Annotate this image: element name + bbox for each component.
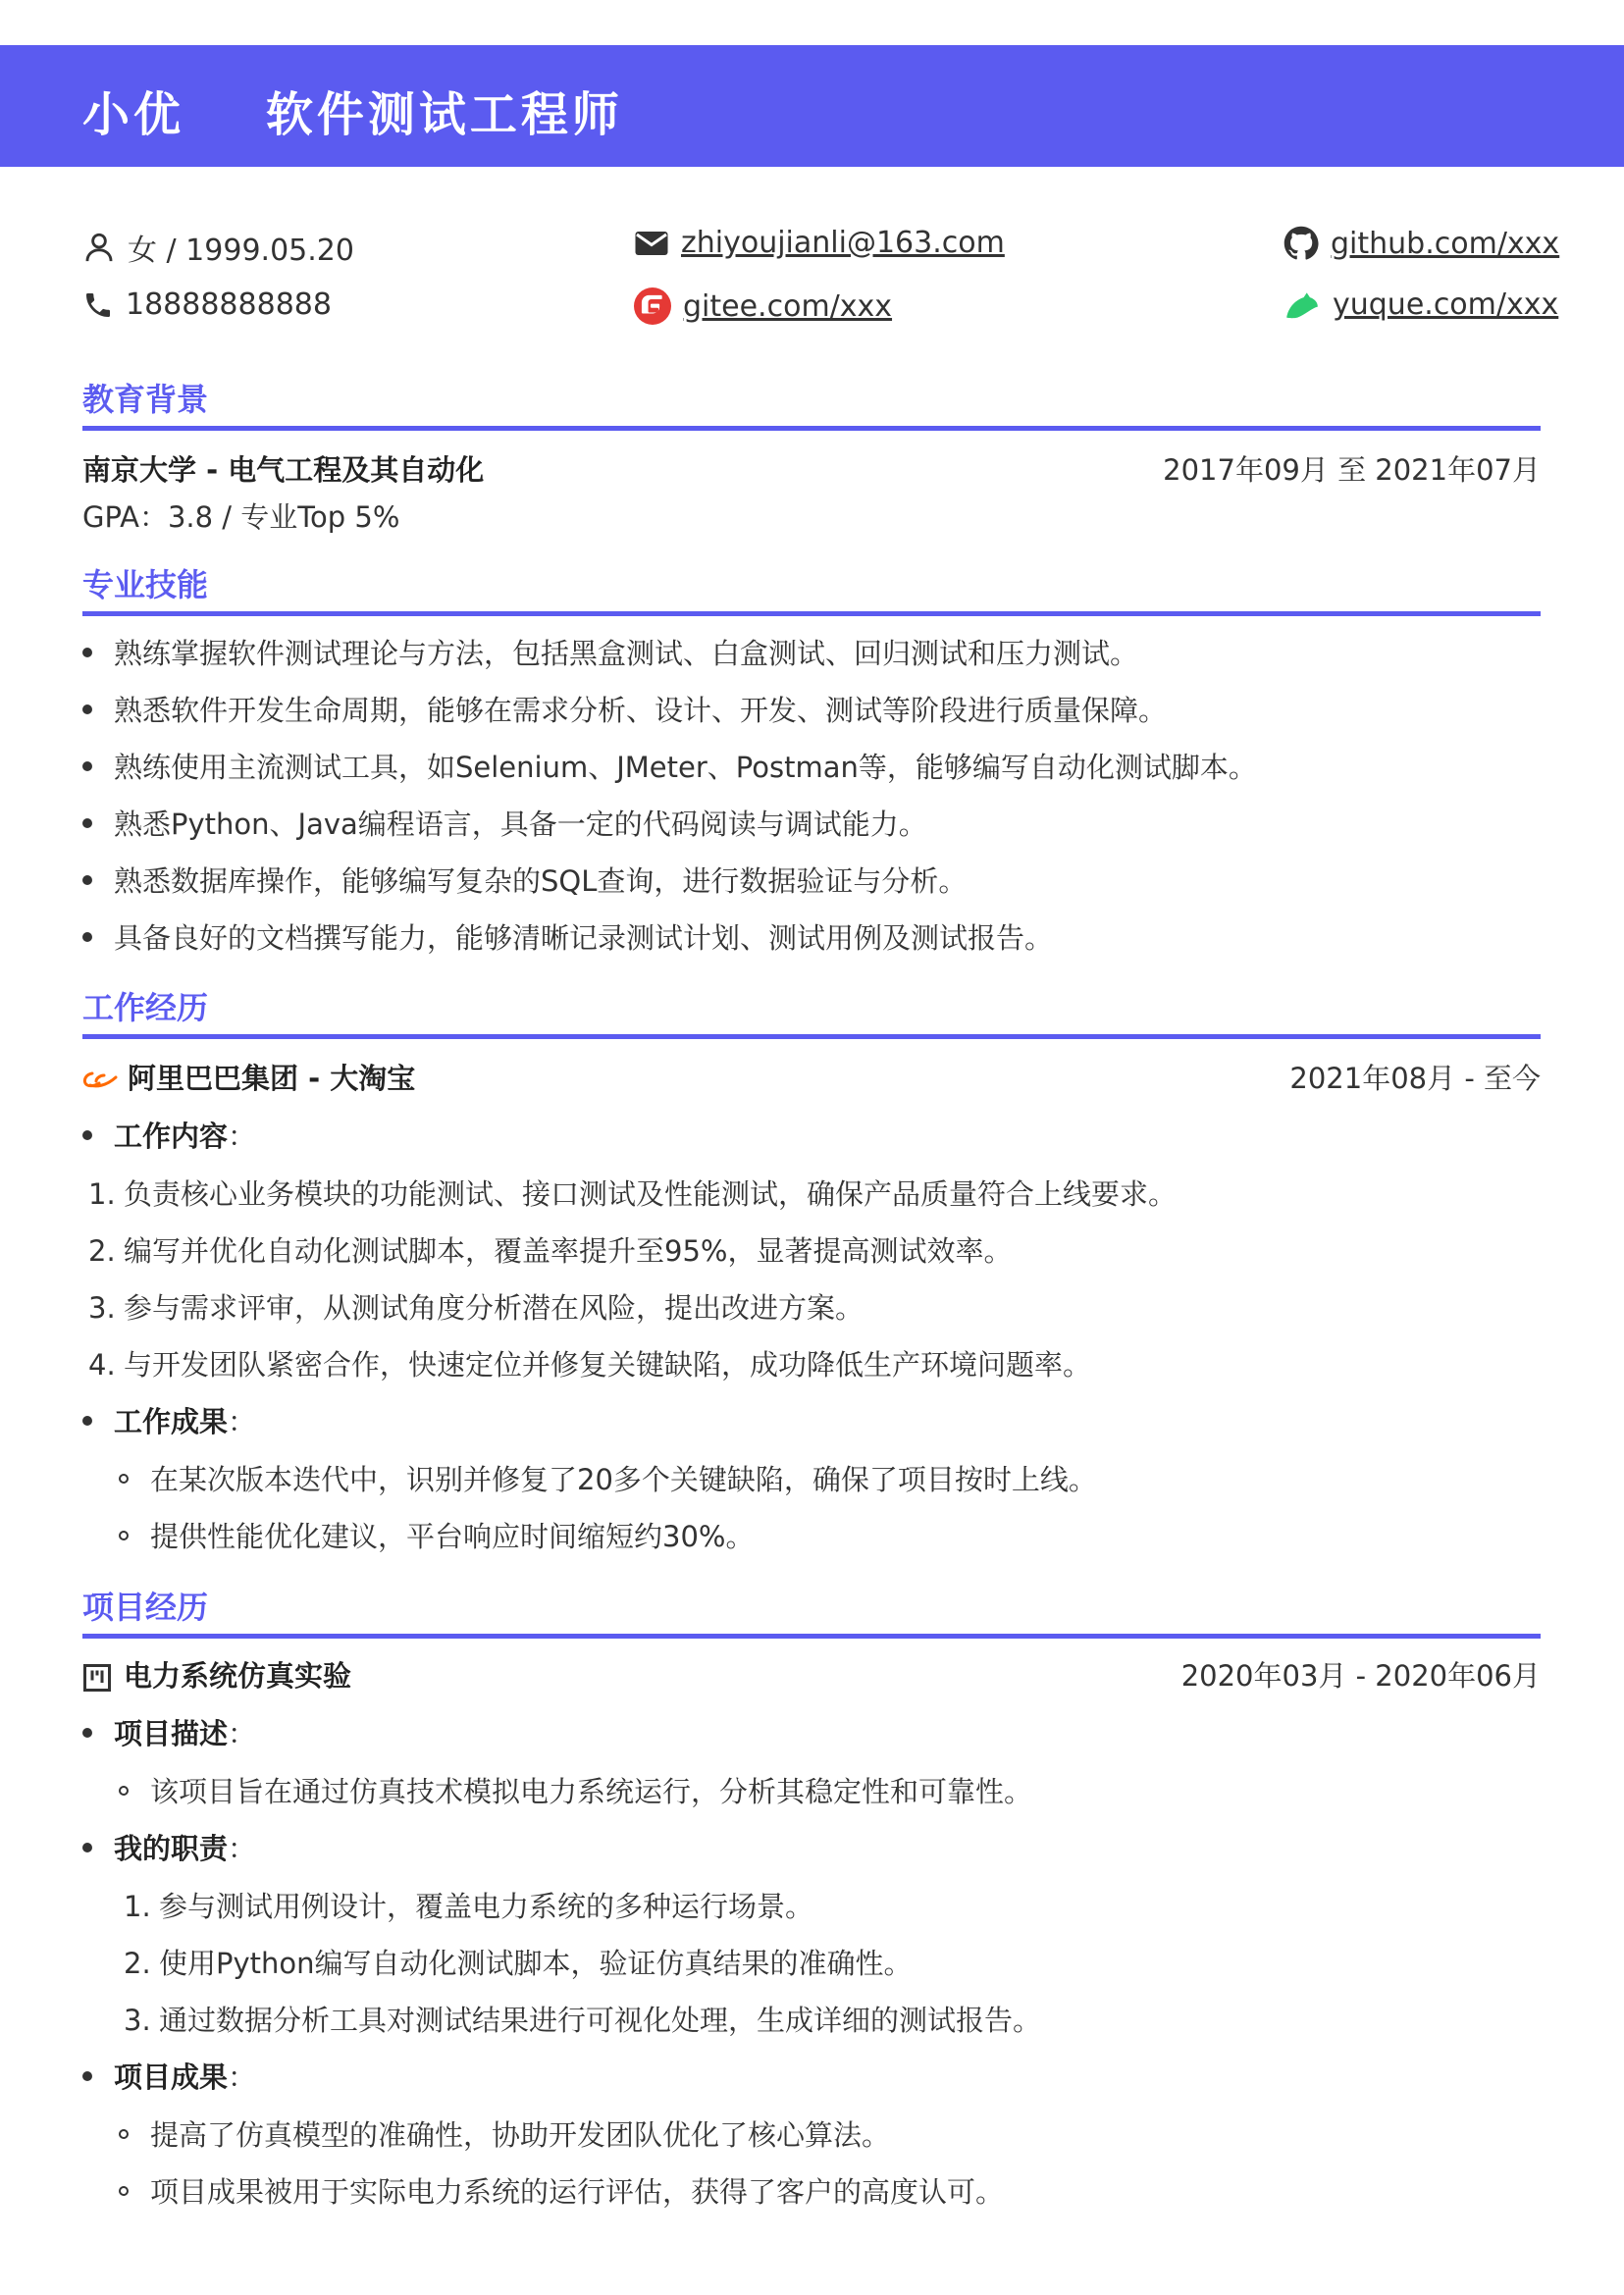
list-item: 熟悉软件开发生命周期，能够在需求分析、设计、开发、测试等阶段进行质量保障。 — [82, 689, 1167, 729]
list-item: 熟练掌握软件测试理论与方法，包括黑盒测试、白盒测试、回归测试和压力测试。 — [82, 632, 1138, 672]
contact-yuque[interactable] — [1283, 287, 1558, 322]
education-section-title: 教育背景 — [82, 375, 1541, 431]
list-item: 熟悉Python、Java编程语言，具备一定的代码阅读与调试能力。 — [82, 803, 927, 843]
list-item: 提供性能优化建议，平台响应时间缩短约30%。 — [119, 1515, 754, 1555]
list-item: 4. 与开发团队紧密合作，快速定位并修复关键缺陷，成功降低生产环境问题率。 — [88, 1348, 1092, 1382]
work-company-row — [82, 1057, 1541, 1097]
phone-text: 18888888888 — [126, 287, 332, 322]
list-item: 1. 负责核心业务模块的功能测试、接口测试及性能测试，确保产品质量符合上线要求。 — [88, 1177, 1178, 1211]
yuque-icon — [1283, 288, 1321, 322]
kanban-icon — [82, 1663, 112, 1693]
mail-icon — [634, 229, 669, 258]
phone-icon — [82, 289, 114, 321]
list-item: 在某次版本迭代中，识别并修复了20多个关键缺陷，确保了项目按时上线。 — [119, 1458, 1097, 1498]
gitee-link[interactable]: gitee.com/xxx — [683, 288, 893, 324]
user-icon — [82, 231, 116, 264]
list-item: 熟悉数据库操作，能够编写复杂的SQL查询，进行数据验证与分析。 — [82, 860, 967, 900]
list-item: 3. 通过数据分析工具对测试结果进行可视化处理，生成详细的测试报告。 — [124, 2004, 1042, 2037]
alibaba-icon — [82, 1069, 120, 1091]
list-item: 提高了仿真模型的准确性，协助开发团队优化了核心算法。 — [119, 2113, 890, 2154]
list-item: 1. 参与测试用例设计，覆盖电力系统的多种运行场景。 — [124, 1890, 814, 1923]
email-link[interactable]: zhiyoujianli@163.com — [681, 226, 1005, 260]
github-link[interactable]: github.com/xxx — [1331, 226, 1560, 261]
work-results-label: 工作成果： — [82, 1400, 256, 1440]
page-title: 小优 软件测试工程师 — [82, 87, 623, 142]
education-school: 南京大学 - 电气工程及其自动化 — [82, 453, 485, 487]
contact-phone — [82, 287, 332, 322]
list-item: 具备良好的文档撰写能力，能够清晰记录测试计划、测试用例及测试报告。 — [82, 916, 1053, 957]
project-section-title: 项目经历 — [82, 1583, 1541, 1639]
project-desc-label: 项目描述： — [82, 1712, 256, 1752]
gender-birth-text: 女 / 1999.05.20 — [128, 234, 354, 268]
work-period: 2021年08月 - 至今 — [1289, 1062, 1541, 1095]
education-gpa: GPA：3.8 / 专业Top 5% — [82, 500, 400, 534]
list-item: 熟练使用主流测试工具，如Selenium、JMeter、Postman等，能够编写自动化测试脚本。 — [82, 746, 1257, 786]
list-item: 该项目旨在通过仿真技术模拟电力系统运行，分析其稳定性和可靠性。 — [119, 1770, 1032, 1810]
list-item: 3. 参与需求评审，从测试角度分析潜在风险，提出改进方案。 — [88, 1291, 864, 1325]
education-period: 2017年09月 至 2021年07月 — [1163, 453, 1541, 487]
contact-github[interactable] — [1283, 226, 1559, 261]
contact-gender-birth — [82, 226, 354, 269]
project-name: 电力系统仿真实验 — [124, 1659, 352, 1693]
contact-gitee[interactable] — [634, 287, 892, 325]
gitee-icon — [634, 287, 671, 325]
header-banner — [0, 45, 1624, 167]
project-period: 2020年03月 - 2020年06月 — [1180, 1659, 1541, 1693]
project-results-label: 项目成果： — [82, 2056, 256, 2096]
project-duty-label: 我的职责： — [82, 1827, 256, 1867]
work-content-label: 工作内容： — [82, 1115, 256, 1155]
project-name-row — [82, 1654, 1541, 1695]
list-item: 2. 使用Python编写自动化测试脚本，验证仿真结果的准确性。 — [124, 1947, 913, 1980]
list-item: 项目成果被用于实际电力系统的运行评估，获得了客户的高度认可。 — [119, 2170, 1004, 2211]
work-section-title: 工作经历 — [82, 983, 1541, 1039]
yuque-link[interactable]: yuque.com/xxx — [1333, 287, 1559, 322]
list-item: 2. 编写并优化自动化测试脚本，覆盖率提升至95%，显著提高测试效率。 — [88, 1234, 1013, 1268]
education-row — [82, 448, 1541, 489]
github-icon — [1283, 226, 1319, 261]
contact-email[interactable] — [634, 226, 1005, 260]
work-company: 阿里巴巴集团 - 大淘宝 — [128, 1062, 416, 1095]
skills-section-title: 专业技能 — [82, 560, 1541, 616]
